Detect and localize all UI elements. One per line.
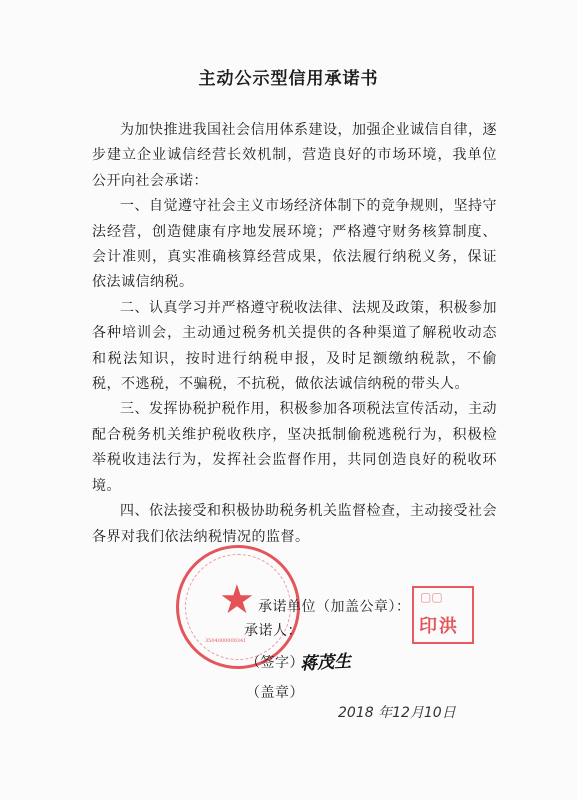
personal-stamp-text: 印洪 bbox=[419, 616, 459, 637]
paragraph-4: 四、依法接受和积极协助税务机关监督检查，主动接受社会各界对我们依法纳税情况的监督。 bbox=[92, 503, 497, 545]
seal-star-icon: ★ bbox=[219, 577, 255, 623]
unit-label: 承诺单位（加盖公章）： bbox=[258, 599, 411, 615]
stamp-label: （盖章） bbox=[246, 685, 304, 701]
seal-number: 3504000000341 bbox=[205, 638, 247, 644]
handwritten-date: 2018 年12月10日 bbox=[338, 705, 456, 721]
paragraph-2: 二、认真学习并严格遵守税收法律、法规及政策，积极参加各种培训会，主动通过税务机关提供的各种渠道了解税收动态和税法知识，按时进行纳税申报，及时足额缴纳税款，不偷税，不逃税，不骗税，不抗税，做依法诚信纳税的带头人。 bbox=[92, 299, 497, 393]
sign-label: （签字） bbox=[246, 655, 304, 671]
handwritten-signature: 蒋茂生 bbox=[299, 651, 352, 675]
paragraph-1: 一、自觉遵守社会主义市场经济体制下的竞争规则，坚持守法经营，创造健康有序地发展环境；严格遵守财务核算制度、会计准则，真实准确核算经营成果，依法履行纳税义务，保证依法诚信纳税。 bbox=[92, 198, 497, 291]
person-label: 承诺人： bbox=[244, 623, 302, 639]
paragraph-3: 三、发挥协税护税作用，积极参加各项税法宣传活动，主动配合税务机关维护税收秩序，坚决抵制偷税逃税行为，积极检举税收违法行为，发挥社会监督作用，共同创造良好的税收环境。 bbox=[92, 401, 497, 494]
document-body bbox=[92, 118, 497, 550]
paragraph-intro: 为加快推进我国社会信用体系建设，加强企业诚信自律，逐步建立企业诚信经营长效机制，营造良好的市场环境，我单位公开向社会承诺： bbox=[92, 122, 497, 189]
personal-stamp-top-mark: ▢▢ bbox=[420, 590, 443, 604]
personal-stamp bbox=[412, 586, 474, 644]
document-title: 主动公示型信用承诺书 bbox=[198, 69, 379, 89]
